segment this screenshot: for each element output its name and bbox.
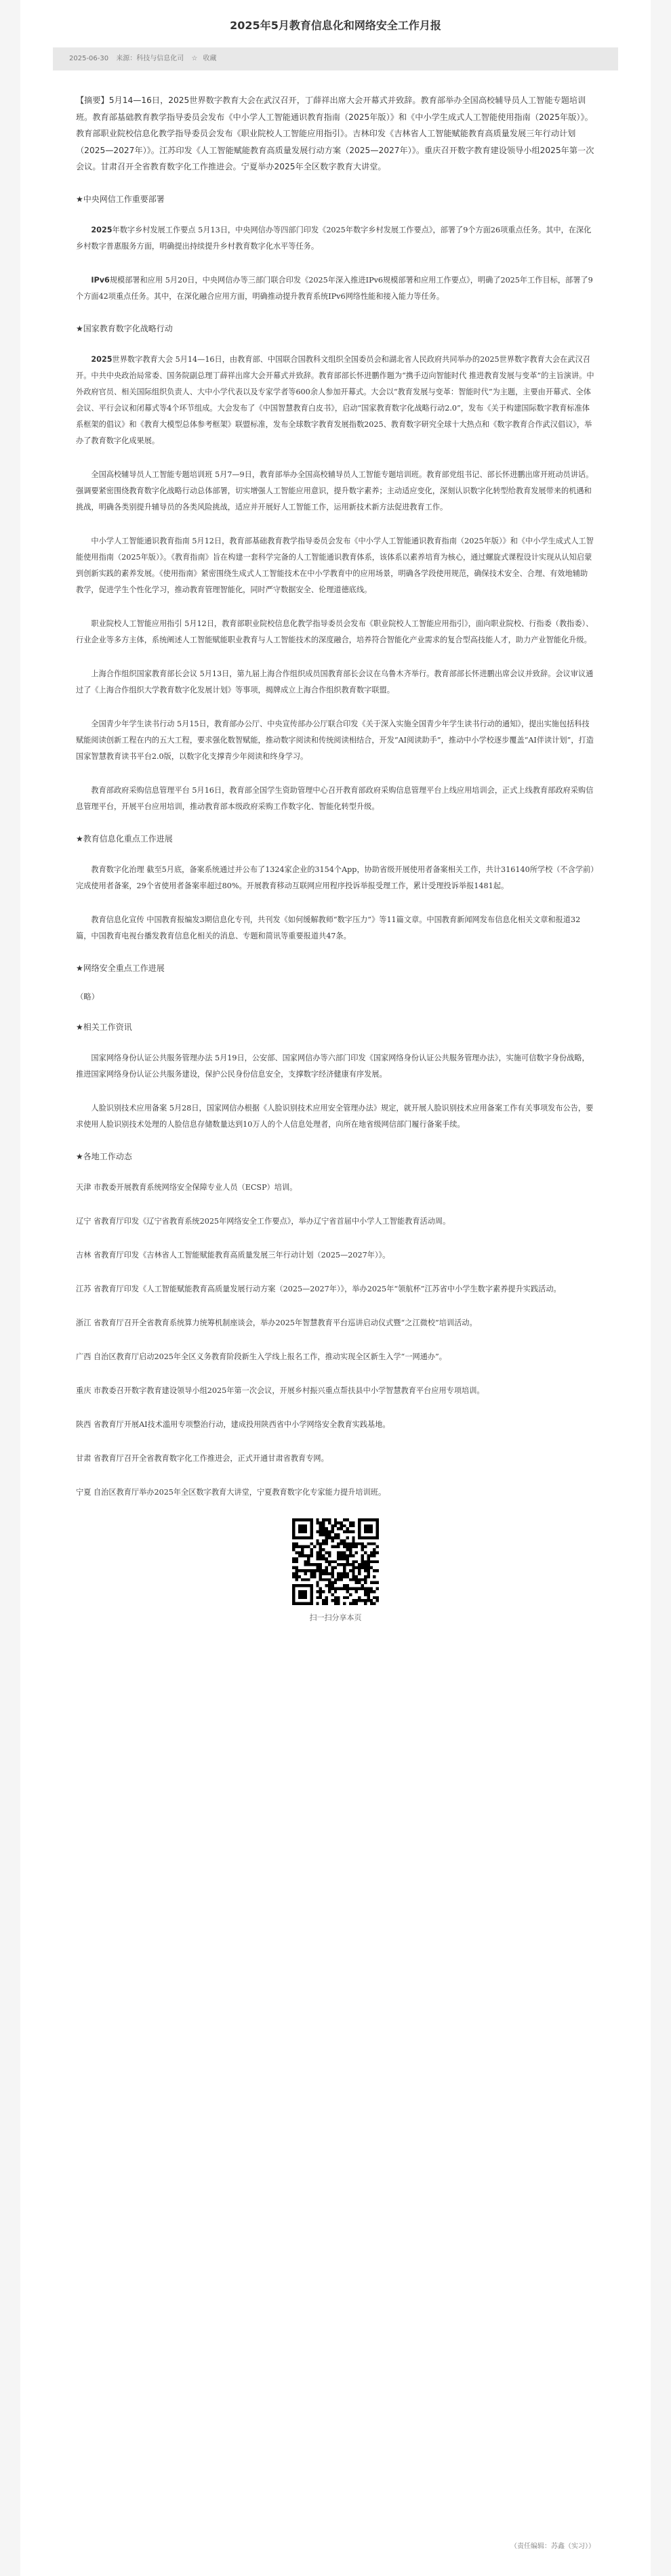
province-text: 省教育厅召开全省教育数字化工作推进会，正式开通甘肃省教育专网。 [93,1453,329,1463]
province-text: 省教育厅召开全省教育系统算力统筹机制座谈会，举办2025年智慧教育平台巡讲启动仪式暨“之江微校”培训活动。 [93,1318,477,1327]
province-item [76,1213,595,1230]
province-item [76,1281,595,1297]
section-heading: ★教育信息化重点工作进展 [76,833,173,844]
paragraph: IPv6规模部署和应用 5月20日，中央网信办等三部门联合印发《2025年深入推进IPv6规模部署和应用工作要点》，明确了2025年工作目标，部署了9个方面42项重点任务。其中，在深化融合应用方面，明确推动提升教育系统IPv6网络性能和接入能力等任务。 [76,275,593,301]
province-text: 自治区教育厅启动2025年全区义务教育阶段新生入学线上报名工作，推动实现全区新生入学“一网通办”。 [93,1352,447,1361]
province-name: 甘肃 [76,1453,92,1463]
abstract: 【摘要】5月14—16日，2025世界数字教育大会在武汉召开，丁薛祥出席大会开幕式并致辞。教育部举办全国高校辅导员人工智能专题培训班。教育部基础教育教学指导委员会发布《中小学人工智能通识教育指南（2025年版）》和《中小学生成式人工智能使用指南（2025年版）》。教育部职业院校信息化教学指导委员会发布《职业院校人工智能应用指引》。吉林印发《吉林省人工智能赋能教育高质量发展三年行动计划（2025—2027年）》。江苏印发《人工智能赋能教育高质量发展行动方案（2025—2027年）》。重庆召开数字教育建设领导小组2025年第一次会议。甘肃召开全省教育数字化工作推进会。宁夏举办2025年全区数字教育大讲堂。 [76,96,594,171]
paragraph: 教育信息化宣传 中国教育报编发3期信息化专刊，共刊发《如何缓解教师“数字压力”》等11篇文章。中国教育新闻网发布信息化相关文章和报道32篇，中国教育电视台播发教育信息化相关的消息、专题和简讯等重要报道共47条。 [76,915,581,940]
favorite-button[interactable]: ☆ 收藏 [191,55,217,62]
meta-bar [53,47,618,70]
page-title: 2025年5月教育信息化和网络安全工作月报 [230,19,441,32]
province-item [76,1247,595,1264]
section-heading: ★国家教育数字化战略行动 [76,323,173,333]
editor-credit: （责任编辑：苏鑫（实习）） [510,2543,595,2550]
qr-share [76,1518,595,1623]
paragraph: 人脸识别技术应用备案 5月28日，国家网信办根据《人脸识别技术应用安全管理办法》规定，就开展人脸识别技术应用备案工作有关事项发布公告，要求使用人脸识别技术处理的人脸信息存储数量达到10万人的个人信息处理者，向所在地省级网信部门履行备案手续。 [76,1103,594,1129]
paragraph: 全国青少年学生读书行动 5月15日，教育部办公厅、中央宣传部办公厅联合印发《关于深入实施全国青少年学生读书行动的通知》，提出实施包括科技赋能阅读创新工程在内的五大工程，要求强化数智赋能，推动数字阅读和传统阅读相结合，开发“AI阅读助手”，推动中小学校逐步覆盖“AI伴读计划”，打造国家智慧教育读书平台2.0版，以数字化支撑青少年阅读和终身学习。 [76,719,594,761]
paragraph: 上海合作组织国家教育部长会议 5月13日，第九届上海合作组织成员国教育部长会议在乌鲁木齐举行。教育部部长怀进鹏出席会议并致辞。会议审议通过了《上海合作组织大学教育数字化发展计划》等事项，揭牌成立上海合作组织教育数字联盟。 [76,669,594,694]
province-name: 天津 [76,1182,92,1192]
province-item [76,1349,595,1365]
paragraph: 中小学人工智能通识教育指南 5月12日，教育部基础教育教学指导委员会发布《中小学人工智能通识教育指南（2025年版）》和《中小学生成式人工智能使用指南（2025年版）》。《教育指南》旨在构建一套科学完备的人工智能通识教育体系，该体系以素养培育为核心，通过螺旋式课程设计实现从认知启蒙到创新实践的素养发展。《使用指南》紧密围绕生成式人工智能技术在中小学教育中的应用场景，明确各学段使用规范，确保技术安全、合理、有效地辅助教学，促进学生个性化学习，推动教育管理智能化，同时严守数据安全、伦理道德底线。 [76,536,594,594]
province-name: 重庆 [76,1386,92,1395]
paragraph: 国家网络身份认证公共服务管理办法 5月19日，公安部、国家网信办等六部门印发《国家网络身份认证公共服务管理办法》，实施可信数字身份战略，推进国家网络身份认证公共服务建设，保护公民身份信息安全，支撑数字经济健康有序发展。 [76,1053,590,1079]
province-name: 辽宁 [76,1216,92,1226]
province-list [76,1180,595,1501]
province-name: 浙江 [76,1318,92,1327]
province-name: 陕西 [76,1419,92,1429]
publish-date: 2025-06-30 [69,55,109,62]
qr-caption: 扫一扫分享本页 [309,1613,362,1622]
paragraph: 教育数字化治理 截至5月底，备案系统通过并公布了1324家企业的3154个App，协助省级开展使用者备案相关工作，共计316140所学校（不含学前）完成使用者备案，29个省使用者备案率超过80%。开展教育移动互联网应用程序投诉举报受理工作，累计受理投诉举报1481起。 [76,865,594,890]
section-heading: ★中央网信工作重要部署 [76,194,165,204]
qr-code-icon [292,1518,379,1605]
province-text: 省教育厅印发《吉林省人工智能赋能教育高质量发展三年行动计划（2025—2027年）》。 [93,1250,390,1260]
province-text: 自治区教育厅举办2025年全区数字教育大讲堂，宁夏教育数字化专家能力提升培训班。 [93,1487,386,1497]
section-heading: ★各地工作动态 [76,1151,132,1161]
paragraph: 全国高校辅导员人工智能专题培训班 5月7—9日，教育部举办全国高校辅导员人工智能专题培训班。教育部党组书记、部长怀进鹏出席开班动员讲话。强调要紧密围绕教育数字化战略行动总体部署，切实增强人工智能应用意识，提升数字素养；主动适应变化，深刻认识数字化转型给教育发展带来的机遇和挑战，明确各类别提升辅导员的各类风险挑战，适应并开展好人工智能工作，运用新技术新方法促进教育工作。 [76,470,594,512]
province-text: 省教育厅印发《人工智能赋能教育高质量发展行动方案（2025—2027年）》，举办2025年“领航杯”江苏省中小学生数字素养提升实践活动。 [93,1284,561,1293]
province-item [76,1417,595,1433]
favorite-icon: ☆ [191,55,198,62]
article-body [20,70,651,1623]
section-heading: ★网络安全重点工作进展 [76,963,165,973]
province-name: 吉林 [76,1250,92,1260]
province-item [76,1451,595,1467]
section-heading: ★相关工作资讯 [76,1022,132,1032]
province-item [76,1383,595,1399]
province-text: 省教育厅开展AI技术滥用专项整治行动，建成投用陕西省中小学网络安全教育实践基地。 [93,1419,390,1429]
article-page [20,0,651,2576]
province-text: 市教委召开数字教育建设领导小组2025年第一次会议，开展乡村振兴重点帮扶县中小学智慧教育平台应用专项培训。 [93,1386,485,1395]
province-item [76,1484,595,1501]
province-item [76,1315,595,1331]
paragraph: 2025年数字乡村发展工作要点 5月13日，中央网信办等四部门印发《2025年数字乡村发展工作要点》，部署了9个方面26项重点任务。其中，在深化乡村数字普惠服务方面，明确提出持续提升乡村教育数字化水平等任务。 [76,225,592,251]
province-name: 宁夏 [76,1487,92,1497]
paragraph: 2025世界数字教育大会 5月14—16日，由教育部、中国联合国教科文组织全国委员会和湖北省人民政府共同举办的2025世界数字教育大会在武汉召开。中共中央政治局常委、国务院副总理丁薛祥出席大会开幕式并致辞。教育部部长怀进鹏作题为“携手迈向智能时代 推进教育发展与变革”的主旨演讲。中外政府官员、相关国际组织负责人、大中小学代表以及专家学者等600余人参加开幕式。大会以“教育发展与变革：智能时代”为主题，主要由开幕式、全体会议、平行会议和闭幕式等4个环节组成。大会发布了《中国智慧教育白皮书》，启动“国家教育数字化战略行动2.0”，发布《关于构建国际数字教育标准体系框架的倡议》和《教育大模型总体参考框架》联盟标准，发布全球数字教育发展指数2025、教育数字研究全球十大热点和《数字教育合作武汉倡议》，举办了教育数字化成果展。 [76,354,594,445]
province-item [76,1180,595,1196]
paragraph: 教育部政府采购信息管理平台 5月16日，教育部全国学生资助管理中心召开教育部政府采购信息管理平台上线应用培训会，正式上线教育部政府采购信息管理平台，开展平台应用培训，推动教育部本级政府采购工作数字化、智能化转型升级。 [76,785,594,811]
province-text: 省教育厅印发《辽宁省教育系统2025年网络安全工作要点》，举办辽宁省首届中小学人工智能教育活动周。 [93,1216,451,1226]
province-name: 江苏 [76,1284,92,1293]
province-name: 广西 [76,1352,92,1361]
province-text: 市教委开展教育系统网络安全保障专业人员（ECSP）培训。 [93,1182,298,1192]
paragraph: （略） [76,991,100,1001]
paragraph: 职业院校人工智能应用指引 5月12日，教育部职业院校信息化教学指导委员会发布《职业院校人工智能应用指引》，面向职业院校、行指委（教指委）、行业企业等多方主体，系统阐述人工智能赋能职业教育与人工智能技术的深度融合，培养符合智能化产业需求的复合型高技能人才，助力产业智能化升级。 [76,619,594,644]
source-label: 来源：科技与信息化司 [116,55,184,62]
